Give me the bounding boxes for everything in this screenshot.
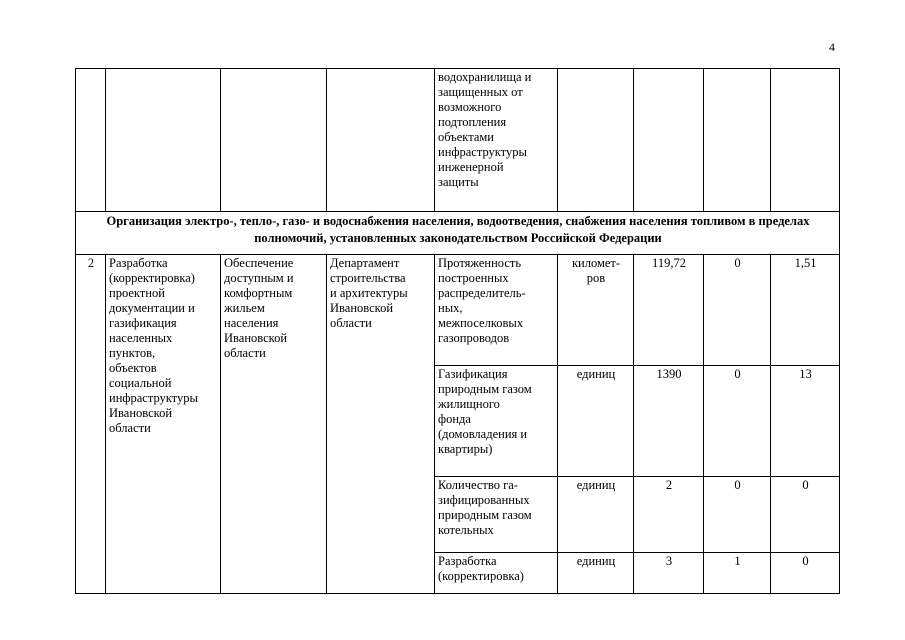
indicator-cell [435, 553, 558, 594]
cell-empty [221, 69, 327, 212]
item-number: 2 [76, 255, 106, 594]
indicator-cell [435, 69, 558, 212]
section-header-row [76, 212, 840, 255]
unit-cell [558, 255, 634, 366]
item-row [76, 255, 840, 366]
item-executor: Департамент строительства и архитектуры Ивановской области [330, 256, 408, 330]
indicator-unit: единиц [576, 554, 616, 568]
indicator-unit: километ- ров [571, 256, 621, 285]
value-cell: 0 [704, 366, 771, 477]
value-cell: 119,72 [634, 255, 704, 366]
indicator-cell [435, 255, 558, 366]
indicator-name: Газификация природным газом жилищного фонда (домовладения и квартиры) [438, 367, 532, 456]
value-cell: 1,51 [771, 255, 840, 366]
indicator-unit: единиц [576, 367, 616, 381]
value-cell: 2 [634, 477, 704, 553]
section-header: Организация электро-, тепло-, газо- и водоснабжения населения, водоотведения, снабжения населения топливом в пределах полномочий, установленных законодательством Российской Федерации [76, 212, 840, 255]
unit-cell [558, 553, 634, 594]
cell-empty [704, 69, 771, 212]
indicator-cell [435, 477, 558, 553]
continuation-row [76, 69, 840, 212]
item-name: Разработка (корректировка) проектной документации и газификация населенных пунктов, объектов социальной инфраструктуры Ивановской области [109, 256, 198, 435]
value-cell: 0 [704, 255, 771, 366]
page-number: 4 [829, 40, 835, 54]
indicator-cell [435, 366, 558, 477]
unit-cell [558, 477, 634, 553]
indicator-unit: единиц [576, 478, 616, 492]
value-cell: 0 [771, 553, 840, 594]
cell-empty [76, 69, 106, 212]
item-executor-cell [327, 255, 435, 594]
indicator-text: водохранилища и защищенных от возможного подтопления объектами инфраструктуры инженерной защиты [438, 70, 532, 189]
cell-empty [106, 69, 221, 212]
indicator-name: Разработка (корректировка) [438, 554, 524, 583]
program-table [75, 68, 840, 594]
item-goal: Обеспечение доступным и комфортным жильем населения Ивановской области [224, 256, 294, 360]
indicator-name: Количество га- зифицированных природным газом котельных [438, 478, 532, 537]
value-cell: 13 [771, 366, 840, 477]
cell-empty [558, 69, 634, 212]
value-cell: 0 [704, 477, 771, 553]
item-name-cell [106, 255, 221, 594]
value-cell: 1390 [634, 366, 704, 477]
unit-cell [558, 366, 634, 477]
item-goal-cell [221, 255, 327, 594]
value-cell: 1 [704, 553, 771, 594]
value-cell: 0 [771, 477, 840, 553]
indicator-name: Протяженность построенных распределитель- ных, межпоселковых газопроводов [438, 256, 526, 345]
cell-empty [634, 69, 704, 212]
cell-empty [327, 69, 435, 212]
value-cell: 3 [634, 553, 704, 594]
cell-empty [771, 69, 840, 212]
